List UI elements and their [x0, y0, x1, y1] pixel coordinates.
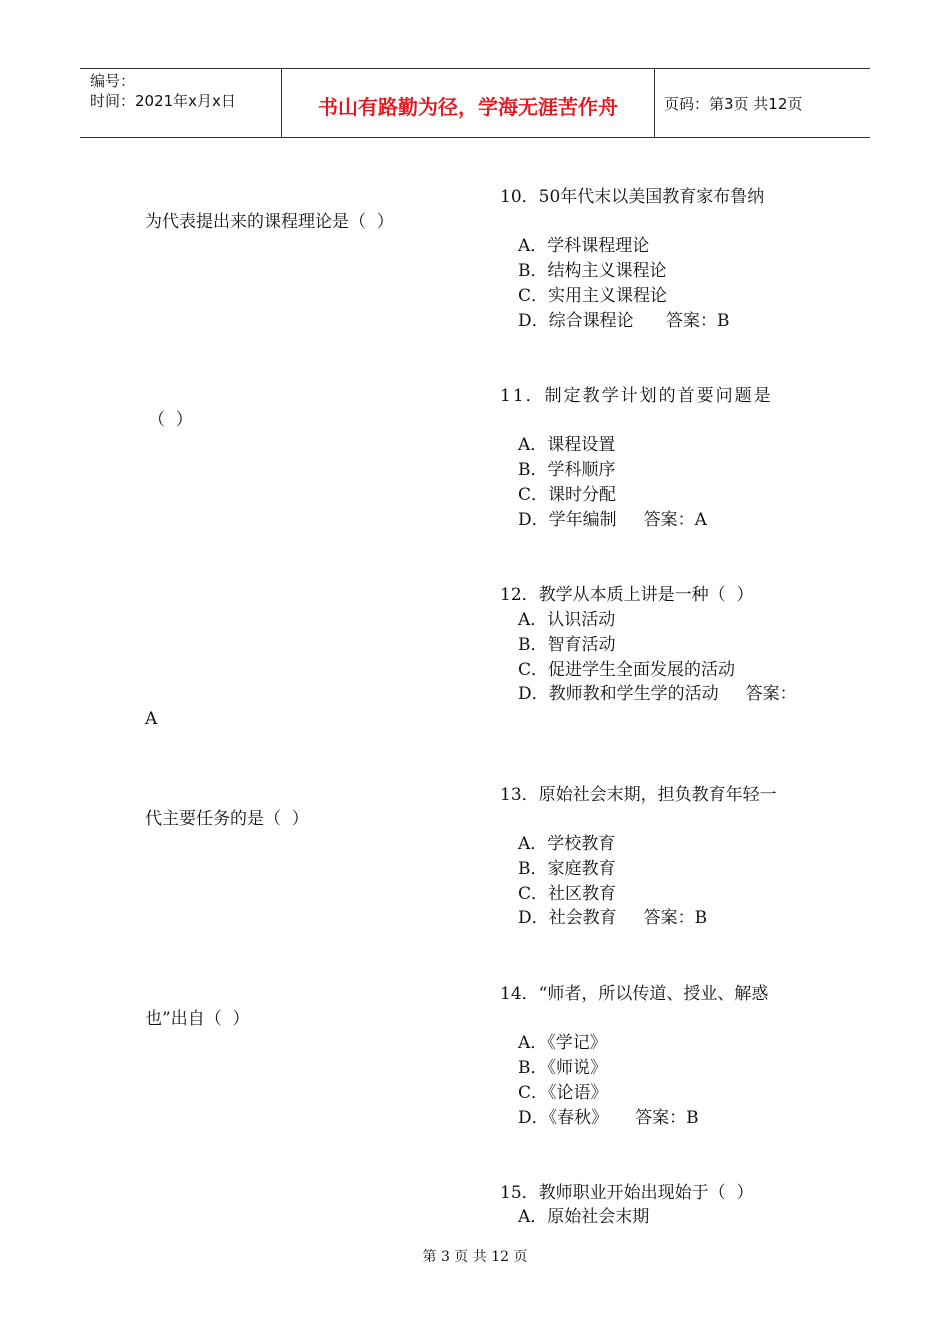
question-option: B．智育活动	[518, 635, 616, 655]
question-continuation: （ ）	[148, 410, 193, 430]
question-option: A．学科课程理论	[518, 236, 650, 256]
question-option: B．学科顺序	[518, 460, 616, 480]
question-option-answer: D．综合课程论 答案：B	[518, 311, 730, 331]
question-option-answer: D．学年编制 答案：A	[518, 510, 707, 530]
question-title: 10．50年代末以美国教育家布鲁纳	[500, 187, 765, 207]
question-option: A．原始社会末期	[518, 1207, 650, 1227]
question-title: 13．原始社会末期，担负教育年轻一	[500, 785, 777, 805]
header-motto: 书山有路勤为径，学海无涯苦作舟	[318, 95, 618, 119]
question-option: C．社区教育	[518, 884, 617, 904]
question-option: B．家庭教育	[518, 859, 616, 879]
question-option: A．课程设置	[518, 435, 616, 455]
date-label: 时间：2021年x月x日	[90, 92, 236, 110]
question-continuation: 也”出自（ ）	[145, 1009, 250, 1029]
question-option: A．认识活动	[518, 610, 616, 630]
question-option: C．《论语》	[518, 1083, 608, 1103]
answer-wrap: A	[145, 709, 158, 729]
question-option: A．学校教育	[518, 834, 616, 854]
question-option: C．课时分配	[518, 485, 617, 505]
question-title: 14．“师者，所以传道、授业、解惑	[500, 984, 769, 1004]
question-option: C．实用主义课程论	[518, 286, 668, 306]
question-continuation: 为代表提出来的课程理论是（ ）	[145, 212, 394, 232]
question-continuation: 代主要任务的是（ ）	[145, 809, 309, 829]
question-title: 15．教师职业开始出现始于（ ）	[500, 1183, 754, 1203]
question-option: C．促进学生全面发展的活动	[518, 660, 736, 680]
page-info: 页码：第3页 共12页	[664, 95, 803, 113]
question-option: B．结构主义课程论	[518, 261, 667, 281]
header-divider	[654, 69, 655, 137]
page-footer: 第 3 页 共 12 页	[422, 1249, 528, 1265]
question-option-answer: D．教师教和学生学的活动 答案：	[518, 684, 797, 704]
question-option: B．《师说》	[518, 1058, 607, 1078]
question-option: A．《学记》	[518, 1033, 607, 1053]
number-label: 编号：	[90, 72, 136, 90]
page-header	[80, 68, 870, 138]
question-option-answer: D．社会教育 答案：B	[518, 908, 708, 928]
question-title: 11．制定教学计划的首要问题是	[500, 386, 773, 406]
header-meta	[90, 71, 236, 111]
question-title: 12．教学从本质上讲是一种（ ）	[500, 585, 754, 605]
question-option-answer: D．《春秋》 答案：B	[518, 1108, 699, 1128]
